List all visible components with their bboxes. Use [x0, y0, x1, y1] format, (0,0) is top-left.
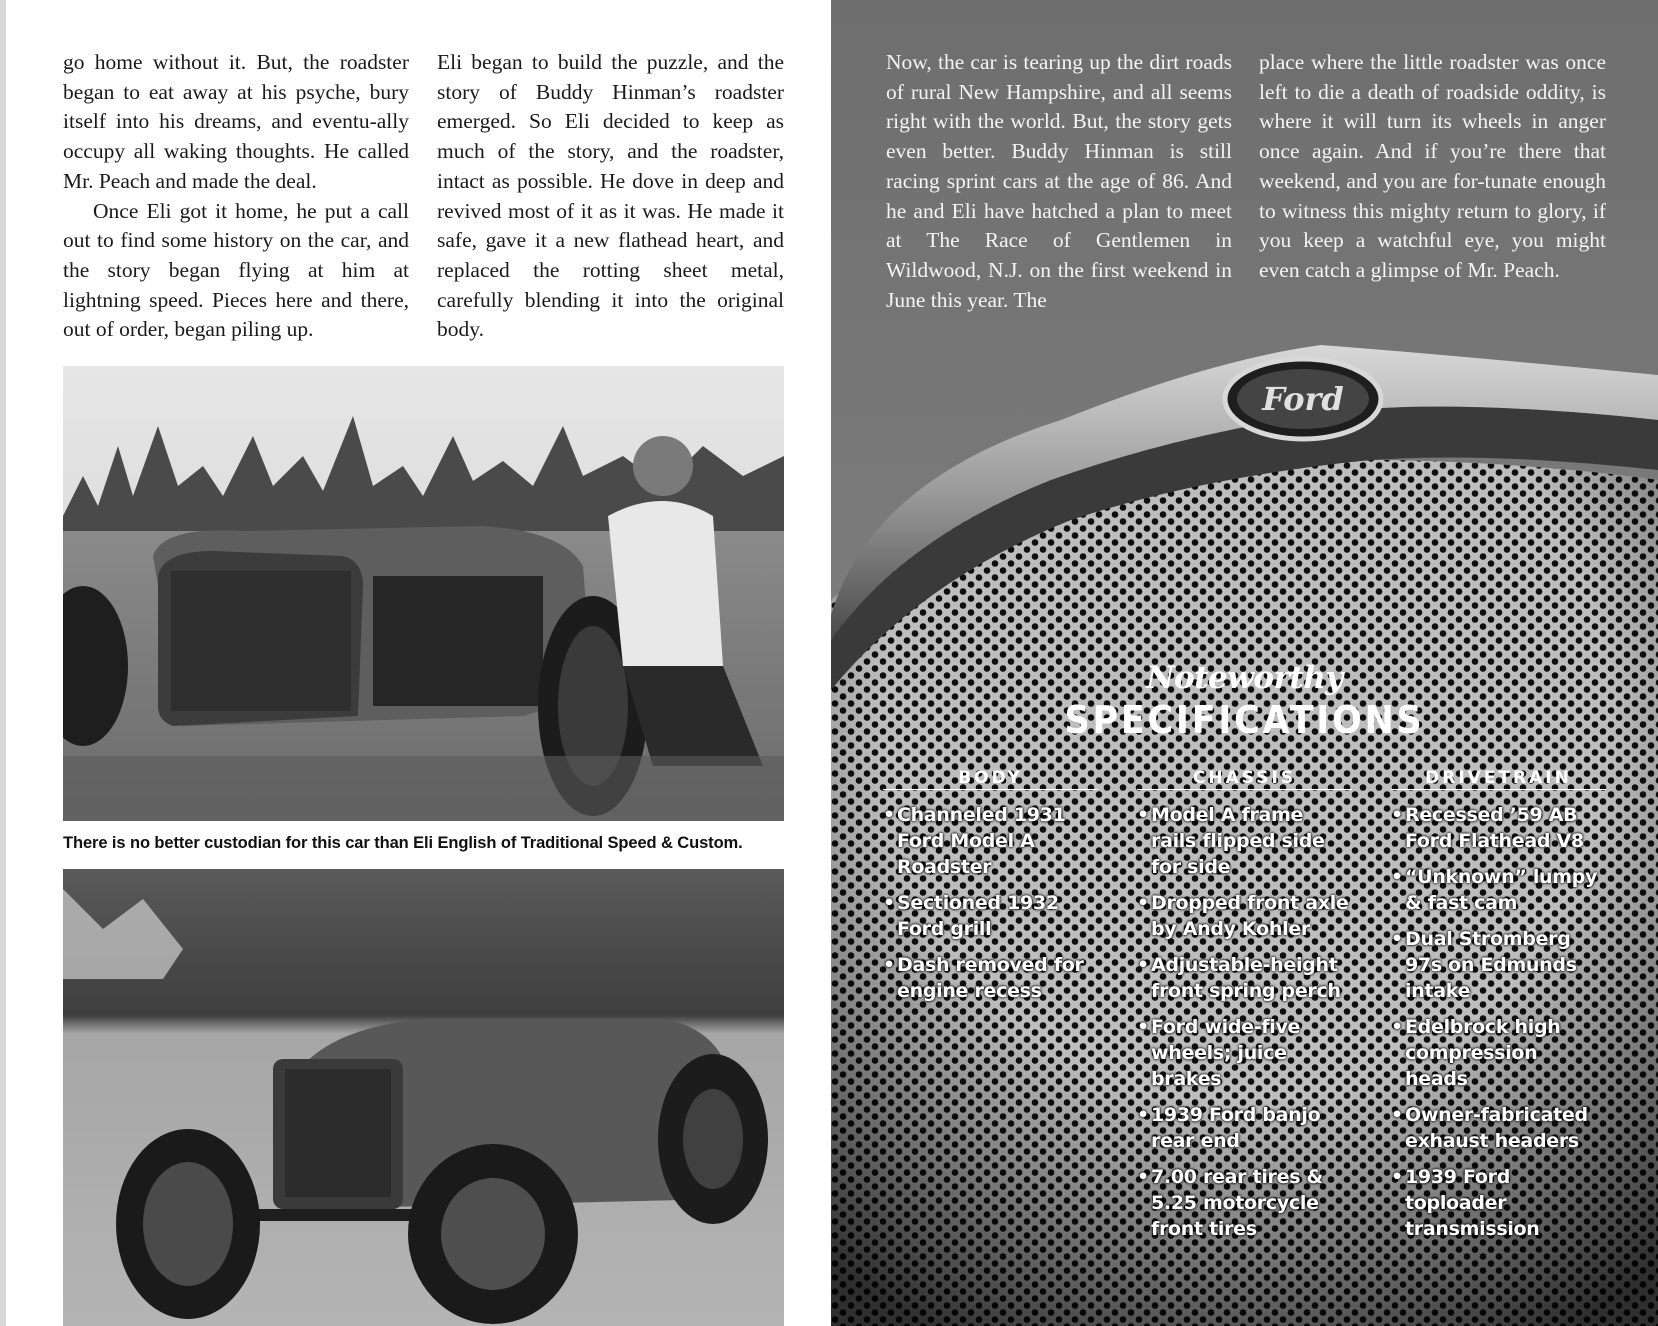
right-page-column-1: [886, 48, 1232, 315]
spec-item: • Channeled 1931 Ford Model A Roadster: [883, 804, 1066, 878]
spec-item: • Dropped front axle by Andy Kohler: [1137, 892, 1349, 940]
left-page-column-2: [437, 48, 784, 345]
specs-list-drivetrain: [1391, 802, 1606, 1242]
left-page-column-1: [63, 48, 409, 345]
spec-item: • Edelbrock high compression heads: [1391, 1016, 1561, 1090]
right-page-column-2: [1259, 48, 1606, 286]
spec-item: • Dash removed for engine recess: [883, 954, 1084, 1002]
spec-item: • “Unknown” lumpy & fast cam: [1391, 866, 1598, 914]
spec-item: • 1939 Ford toploader transmission: [1391, 1166, 1540, 1240]
photo-roadster-in-field: [63, 869, 784, 1326]
specs-column-drivetrain: [1391, 768, 1606, 1252]
specs-heading-body: BODY: [883, 768, 1098, 790]
paragraph: place where the little roadster was once left to die a death of roadside oddity, is where it will turn its wheels in anger once again. And if you’re there that weekend, and you are for-tunate enough to witness this mighty return to glory, if you keep a watchful eye, you might even catch a glimpse of Mr. Peach.: [1259, 50, 1606, 282]
specs-list-body: [883, 802, 1098, 1004]
specs-heading-drivetrain: DRIVETRAIN: [1391, 768, 1606, 790]
photo-eli-with-roadster: [63, 366, 784, 821]
paragraph: Once Eli got it home, he put a call out to find some history on the car, and the story began flying at him at lightning speed. Pieces here and there, out of order, began piling up.: [63, 198, 409, 342]
spec-item: • 7.00 rear tires & 5.25 motorcycle front tires: [1137, 1166, 1323, 1240]
paragraph: Now, the car is tearing up the dirt roads of rural New Hampshire, and all seems right with the world. But, the story gets even better. Buddy Hinman is still racing sprint cars at the age of 86. And he and Eli have hatched a plan to meet at The Race of Gentlemen in Wildwood, N.J. on the first weekend in June this year. The: [886, 50, 1232, 312]
specs-title-script: Noteworthy: [1146, 660, 1343, 696]
specs-title: SPECIFICATIONS: [1064, 698, 1425, 742]
specs-list-chassis: [1137, 802, 1352, 1242]
spec-item: • Ford wide-five wheels; juice brakes: [1137, 1016, 1301, 1090]
paragraph: go home without it. But, the roadster began to eat away at his psyche, bury itself into his dreams, and eventu-ally occupy all waking thoughts. He called Mr. Peach and made the deal.: [63, 50, 409, 193]
ford-badge-text: Ford: [1262, 380, 1344, 418]
specs-heading-chassis: CHASSIS: [1137, 768, 1352, 790]
spec-item: • Adjustable-height front spring perch: [1137, 954, 1341, 1002]
spec-item: • 1939 Ford banjo rear end: [1137, 1104, 1321, 1152]
spec-item: • Owner-fabricated exhaust headers: [1391, 1104, 1588, 1152]
spec-item: • Dual Stromberg 97s on Edmunds intake: [1391, 928, 1577, 1002]
specs-column-body: [883, 768, 1098, 1014]
photo-caption: There is no better custodian for this car than Eli English of Traditional Speed & Custom.: [63, 834, 743, 852]
spec-item: • Recessed ’59 AB Ford Flathead V8: [1391, 804, 1584, 852]
spec-item: • Model A frame rails flipped side for side: [1137, 804, 1325, 878]
spec-item: • Sectioned 1932 Ford grill: [883, 892, 1059, 940]
right-page: [831, 0, 1658, 1326]
paragraph: Eli began to build the puzzle, and the story of Buddy Hinman’s roadster emerged. So Eli decided to keep as much of the story, and the roadster, intact as possible. He dove in deep and revived most of it as it was. He made it safe, gave it a new flathead heart, and replaced the rotting sheet metal, carefully blending it into the original body.: [437, 50, 784, 342]
specs-column-chassis: [1137, 768, 1352, 1252]
